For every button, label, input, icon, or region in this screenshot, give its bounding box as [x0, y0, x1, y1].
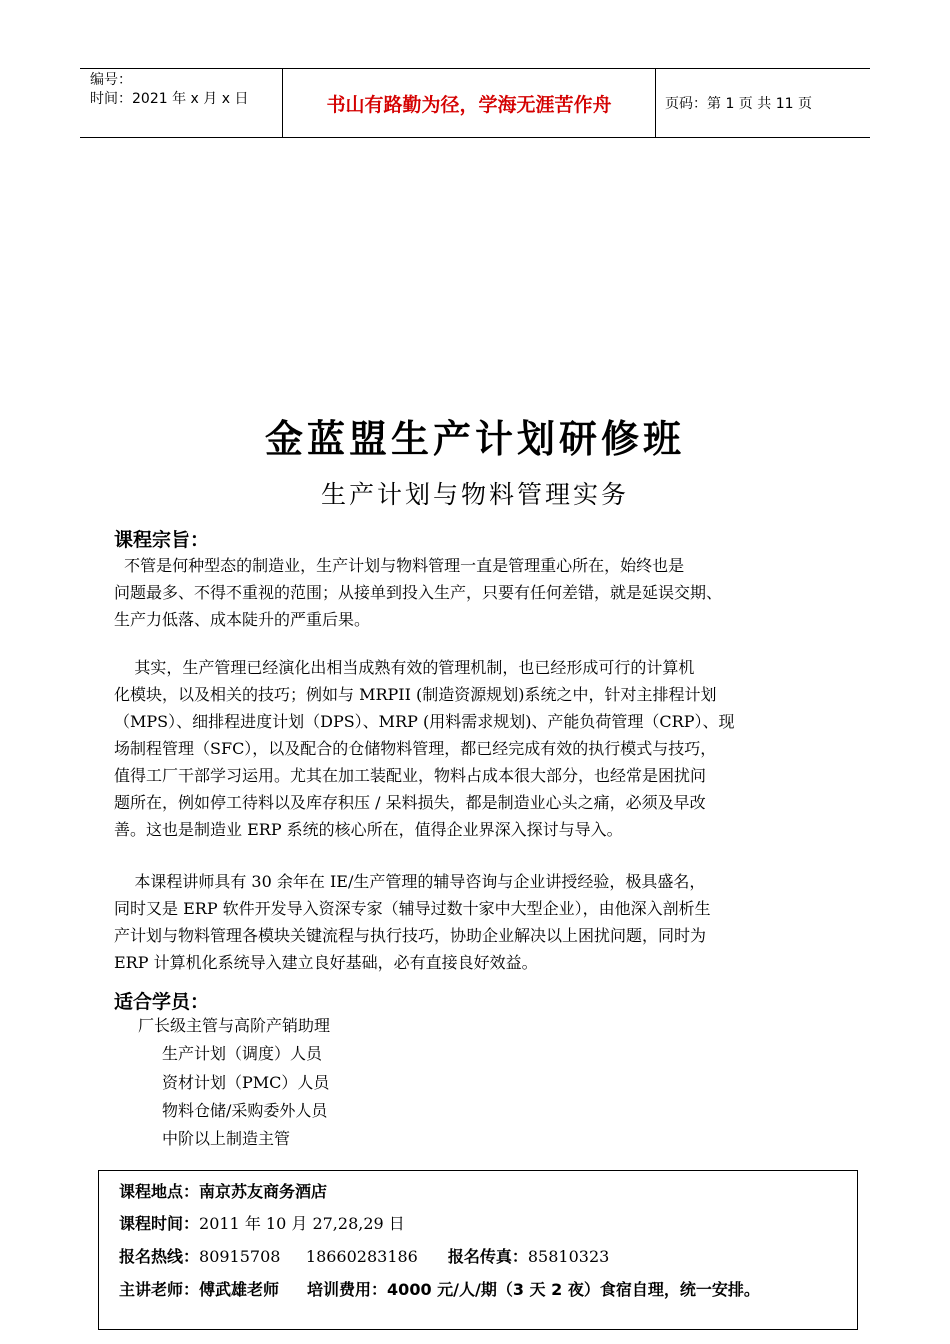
paragraph-line: 场制程管理（SFC），以及配合的仓储物料管理，都已经完成有效的执行模式与技巧， — [114, 739, 717, 758]
paragraph-line: 化模块，以及相关的技巧；例如与 MRPII (制造资源规划)系统之中，针对主排程计划 — [114, 685, 717, 704]
fax-value: 85810323 — [527, 1247, 610, 1266]
course-time-value: 2011 年 10 月 27,28,29 日 — [199, 1214, 405, 1233]
audience-item: 物料仓储/采购委外人员 — [162, 1101, 328, 1120]
paragraph-line: 值得工厂干部学习运用。尤其在加工装配业，物料占成本很大部分，也经常是困扰问 — [114, 766, 707, 785]
purpose-heading: 课程宗旨： — [114, 529, 210, 551]
audience-item: 中阶以上制造主管 — [162, 1129, 291, 1148]
audience-item: 生产计划（调度）人员 — [162, 1044, 323, 1063]
location-line — [119, 1179, 327, 1202]
fee-value: 4000 元/人/期（3 天 2 夜）食宿自理，统一安排。 — [387, 1280, 760, 1299]
paragraph-line: 善。这也是制造业 ERP 系统的核心所在，值得企业界深入探讨与导入。 — [114, 820, 623, 839]
fee-label: 培训费用： — [307, 1280, 388, 1299]
paragraph-line: 生产力低落、成本陡升的严重后果。 — [114, 610, 371, 629]
page-subtitle: 生产计划与物料管理实务 — [320, 480, 629, 509]
header-motto: 书山有路勤为径，学海无涯苦作舟 — [282, 69, 656, 137]
location-label: 课程地点： — [119, 1182, 200, 1201]
purpose-paragraph-3 — [114, 868, 834, 976]
audience-heading: 适合学员： — [114, 991, 210, 1013]
document-header — [80, 68, 870, 138]
number-label: 编号： — [90, 72, 132, 88]
paragraph-line: 其实，生产管理已经演化出相当成熟有效的管理机制，也已经形成可行的计算机 — [114, 658, 695, 677]
course-time-label: 课程时间： — [119, 1214, 200, 1233]
time-label: 时间：2021 年 x 月 x 日 — [90, 91, 249, 107]
teacher-value: 傅武雄老师 — [199, 1280, 280, 1299]
paragraph-line: 同时又是 ERP 软件开发导入资深专家（辅导过数十家中大型企业），由他深入剖析生 — [114, 899, 711, 918]
course-info-box — [98, 1170, 858, 1330]
hotline-label: 报名热线： — [119, 1247, 200, 1266]
paragraph-line: ERP 计算机化系统导入建立良好基础，必有直接良好效益。 — [114, 953, 538, 972]
teacher-label: 主讲老师： — [119, 1280, 200, 1299]
time-line — [119, 1211, 405, 1234]
paragraph-line: 本课程讲师具有 30 余年在 IE/生产管理的辅导咨询与企业讲授经验，极具盛名， — [114, 872, 706, 891]
purpose-paragraph-2 — [114, 654, 834, 843]
paragraph-line: 问题最多、不得不重视的范围；从接单到投入生产，只要有任何差错，就是延误交期、 — [114, 583, 723, 602]
fax-label: 报名传真： — [447, 1247, 528, 1266]
paragraph-line: （MPS）、细排程进度计划（DPS）、MRP (用料需求规划)、产能负荷管理（CRP）、现 — [114, 712, 735, 731]
location-value: 南京苏友商务酒店 — [199, 1182, 328, 1201]
teacher-fee-line — [119, 1277, 760, 1300]
purpose-paragraph-1 — [114, 552, 834, 633]
header-meta — [80, 69, 280, 137]
audience-item: 资材计划（PMC）人员 — [162, 1073, 330, 1092]
paragraph-line: 题所在，例如停工待料以及库存积压 / 呆料损失，都是制造业心头之痛，必须及早改 — [114, 793, 706, 812]
paragraph-line: 产计划与物料管理各模块关键流程与执行技巧，协助企业解决以上困扰问题，同时为 — [114, 926, 707, 945]
paragraph-line: 不管是何种型态的制造业，生产计划与物料管理一直是管理重心所在，始终也是 — [114, 556, 685, 575]
hotline-value: 80915708 18660283186 — [199, 1247, 418, 1266]
audience-item: 厂长级主管与高阶产销助理 — [138, 1016, 331, 1035]
page-title: 金蓝盟生产计划研修班 — [264, 417, 685, 461]
page-info: 页码：第 1 页 共 11 页 — [665, 96, 812, 112]
contact-line — [119, 1244, 609, 1267]
